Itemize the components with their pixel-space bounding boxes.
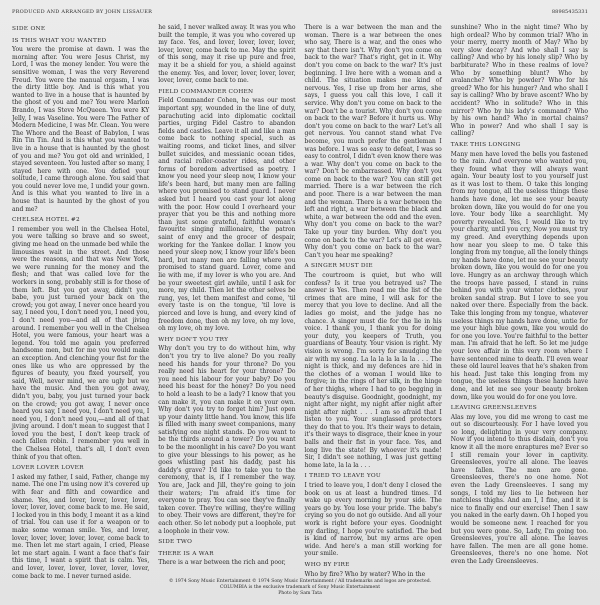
copyright-line: © 1974 Sony Music Entertainment © 1974 Sony Music Entertainment / All trademarks and logos are protected. <box>168 579 432 584</box>
song-block <box>158 551 295 567</box>
photo-credit: Photo by Sam Tata <box>278 591 322 596</box>
song-block <box>451 24 588 138</box>
lyrics-column-1 <box>12 24 149 584</box>
song-block <box>158 337 295 535</box>
song-lyrics: Who by fire? Who by water? Who in the <box>304 570 426 578</box>
song-title: FIELD COMMANDER COHEN <box>158 88 254 95</box>
song-block <box>12 217 149 461</box>
song-title: WHY DON'T YOU TRY <box>158 336 229 343</box>
song-block <box>451 405 588 565</box>
song-lyrics: I tried to leave you, I don't deny I closed the book on us at least a hundred times. I'd wake up every morning by your side. The years go by. You lose your pride. The baby's crying so you do not go outside. And all your work is right before your eyes. Goodnight my darling, I hope you're satisfied. The bed is kind of narrow, but my arms are open wide. And here's a man still working for your smile. <box>304 482 442 558</box>
song-title: CHELSEA HOTEL #2 <box>12 217 80 224</box>
song-title: LOVER LOVER LOVER <box>12 465 84 472</box>
song-lyrics: You were the promise at dawn. I was the morning after. You were Jesus Christ, my Lord, I was the money lender. You were the sensitive woman, I was the very Reverend Freud. You were the manual orgasm, I was the dirty little boy. And is this what you wanted to live in a house that is haunted by the ghost of you and me? You were Marlon Brando, I was Steve McQueen. You were KY Jelly, I was Vaseline. You were The Father of Modern Medicine, I was Mr. Clean. You were The Whore and the Beast of Babylon, I was Rin Tin Tin. And is this what you wanted to live in a house that is haunted by the ghost of you and me? You got old and wrinkled, I stayed seventeen. You lusted after so many, I stayed here with one. You defied your solitude, I came through alone. You said that you could never love me, I undid your gown. And is this what you wanted to live in a house that is haunted by the ghost of you and me? <box>12 46 150 213</box>
song-lyrics: Many men have loved the bells you fastened to the rain. And everyone who wanted you, they found what they will always want again. Your beauty lost to you yourself just as it was lost to them. O take this longing from my tongue, all the useless things these hands have done, let me see your beauty broken down, like you would do for one you love. Your body like a searchlight. My poverty revealed. Yes, I would like to try your charity, until you cry, Now you must try my greed. And everything depends upon how near you sleep to me. O take this longing from my tongue, all the lonely things my hands have done, let me see your beauty broken down, like you would do for one you love. Hungry as an archway through which the troops have passed, I stand in ruins behind you with your winter clothes, your broken sandal strap. But I love to see you naked over there. Especially from the back. Take this longing from my tongue, whatever useless things my hands have done, untie for me your high blue gown, like you would do for one you love. You're faithful to the better man. I'm afraid that he left. So let me judge your love affair in this very room where I have sentenced mine to death. I'll even wear these old laurel leaves that he's shaken from his head. Just take this longing from my tongue, the useless things these hands have done, and let me see your beauty broken down, like you would do for one you love. <box>450 150 588 401</box>
production-credit: PRODUCED AND ARRANGED BY JOHN LISSAUER <box>12 9 153 15</box>
song-block <box>158 24 295 85</box>
song-lyrics: he said, I never walked away. It was you who built the temple, it was you who covered up my face. Yes, and lover, lover, lover, lover, lover, lover, come back to me. May the spirit of this song, may it rise up pure and free, may it be a shield for you, a shield against the enemy. Yes, and lover, lover, lover, lover, lover, lover, come back to me. <box>158 24 296 85</box>
song-block <box>305 24 442 259</box>
catalog-number: 88985435331 <box>551 9 588 15</box>
song-lyrics: There is a war between the man and the woman. There is a war between the ones who say, There is a war, and the ones who say that there isn't. Why don't you come on back to the war? That's right, get in it. Why don't you come on back to the war? It's just beginning. I live here with a woman and a child. The situation makes me kind of nervous. Yes, I rise up from her arms, she says, I guess you call this love, I call it service. Why don't you come on back to the war? Don't be a tourist. Why don't you come on back to the war? Before it hurts us. Why don't you come on back to the war? Let's all get nervous. You cannot stand what I've become, you much prefer the gentleman I was before. I was so easy to defeat, I was so easy to control, I didn't even know there was a war. Why don't you come on back to the war? Don't be embarrassed. Why don't you come on back to the war? You can still get married. There is a war between the rich and poor. There is a war between the man and the woman. There is a war between the left and right, a war between the black and white, a war between the odd and the even. Why don't you come on back to the war? Take up your tiny burden. Why don't you come on back to the war? Let's all get even. Why don't you come on back to the war? Can't you hear me speaking? <box>304 24 442 259</box>
song-block <box>12 38 149 214</box>
trademark-line: COLUMBIA is the exclusive trademark of Sony Music Entertainment <box>219 585 381 590</box>
song-lyrics: I remember you well in the Chelsea Hotel, you were talking so brave and so sweet, giving me head on the unmade bed while the limousines wait in the street. And those were the reasons, and that was New York, we were running for the money and the flesh; and that was called love for the workers in song, probably still is for those of them left. But you got away, didn't you, babe, you just turned your back on the crowd; you got away, I never once heard you say, I need you, I don't need you, I need you, I don't need you—and all of that jiving around. I remember you well in the Chelsea Hotel, you were famous, your heart was a legend. You told me again you preferred handsome men, but for me you would make an exception. And clenching your fist for the ones like us who are oppressed by the figures of beauty, you fixed yourself, you said, Well, never mind, we are ugly but we have the music. And then you got away, didn't you, baby, you just turned your back on the crowd; you got away, I never once heard you say, I need you, I don't need you, I need you, I don't need you,—and all of that jiving around. I don't mean to suggest that I loved you the best, I don't keep track of each fallen robin. I remember you well in the Chelsea Hotel, that's all, I don't even think of you that often. <box>12 225 150 461</box>
top-bar <box>12 9 588 17</box>
song-block <box>305 263 442 469</box>
song-title: A SINGER MUST DIE <box>304 263 373 270</box>
song-title: WHO BY FIRE <box>304 561 350 568</box>
song-lyrics: Why don't you try to do without him, why don't you try to live alone? Do you really need his hands for your throne? Do you really need his heart for your throne? Do you need his labour for your baby? Do you need his beast for the honey? Do you need to hold a leash to be a lady? I know that you can make it, you can make it on your own. Why don't you try to forget him? Just open up your dainty little hand. You know, this life is filled with many sweet companions, many satisfying one night stands. Do you want to be the thirds around a tower? Do you want to be the moonlight in his cave? Do you want to give your blessings to his power, as he goes whistling past his daddy, past his daddy's grave? I'd like to take you to the ceremony, that is, if I remember the way. You are, Jack and Jill, they're going to join their waters; I'm afraid it's time for everyone to pray. You can see they've finally taken cover. They're willing, they're willing to obey. Their vows are different, they're for each other. So let nobody put a loophole, put a loophole in their vow. <box>158 345 296 535</box>
song-lyrics: sunshine? Who in the night time? Who by high ordeal? Who by common trial? Who in your merry, merry month of May? Who by very slow decay? And who shall I say is calling? And who by his lonely slip? Who by barbiturate? Who in these realms of love? Who by something blunt? Who by avalanche? Who by powder? Who for his greed? Who for his hunger? And who shall I say is calling? Who by brave ascent? Who by accident? Who in solitude? Who in this mirror? Who by his lady's command? Who by his own hand? Who in mortal chains? Who in power? And who shall I say is calling? <box>450 24 588 138</box>
lyrics-column-3 <box>305 24 442 584</box>
song-block <box>305 562 442 578</box>
song-title: LEAVING GREENSLEEVES <box>450 405 537 412</box>
lyrics-column-2 <box>158 24 295 584</box>
song-lyrics: The courtroom is quiet, but who will confess? Is it true you betrayed us? The answer is Yes. Then read me the list of the crimes that are mine, I will ask for the mercy that you love to decline. And all the ladies go moist, and the judge has no chance. A singer must die for the lie in his voice. I thank you, I thank you for doing your duty, you keepers of Truth, you guardians of Beauty. Your vision is right. My vision is wrong. I'm sorry for smudging the air with my song. La la la la la la la . . . The night is thick, and my defences are hid in the clothes of a woman I would like to forgive; in the rings of her silk, in the hinge of her thighs, where I had to go begging in beauty's disguise. Goodnight, goodnight, my night after night, my night after night after night after night . . . I am so afraid that I listen to you. Your sunglassed protectors they do that to you. It's their ways to detain, it's their ways to disgrace, their knee in your balls and their fist in your face. Yes, and long live the state! By whoever it's made! Sir, I didn't see nothing, I was just getting home late, la la la . . . <box>304 272 442 469</box>
song-block <box>158 89 295 333</box>
song-lyrics: Alas my love, you did me wrong to cast me out so discourteously. For I have loved you so long, delighting in your very company. Now if you intend to thus disdain, don't you know it all the more enraptures me? Ever so I still remain your lover in captivity. Greensleeves, you're all alone. The leaves have fallen. The men are gone. Greensleeves, there's no one home. Not even the Lady Greensleeves. I sang my songs, I told my lies to lie between her matchless thighs. And am I, I fine, and it is nice to finally end our exercise! Then I saw you naked in the early dawn. Oh I hoped you would be someone new. I reached for you but you were gone. So, Lady, I'm going too. Greensleeves, you're all alone. The leaves have fallen. The men are all gone home. Greensleeves, there's no one home. Not even the Lady Greensleeves. <box>450 413 588 565</box>
song-block <box>451 142 588 401</box>
song-block <box>12 465 149 580</box>
song-lyrics: Field Commander Cohen, he was our most important spy, wounded in the line of duty, parachuting acid into diplomatic cocktail parties, urging Fidel Castro to abandon fields and castles. Leave it all and like a man come back to nothing special, such as waiting rooms, and ticket lines, and silver bullet suicides, and messianic ocean tides, and racial roller-coaster rides, and other forms of boredom advertised as poetry. I know you need your sleep now, I know your life's been hard, but many men are falling where you promised to stand guard. I never asked but I heard you cast your lot along with the poor. How could I overheard your prayer that you be this and nothing more than just some grateful, faithful woman's favourite singing millionaire, the patron saint of envy and the grocer of despair, working for the Yankee dollar. I know you need your sleep now, I know your life's been hard, but many men are falling where you promised to stand guard. Lover, come and lie with me, if my lover is who you are. And be your sweetest girl awhile, until I ask for more, my child. Then let the other selves be rung, yes, let them manifest and come, 'til every taste is on the tongue, 'til love is pierced and love is hung, and every kind of freedom done, then oh my love, oh my love, oh my love, oh my love. <box>158 97 296 333</box>
song-block <box>305 473 442 558</box>
lyrics-column-4 <box>451 24 588 584</box>
side-label: SIDE ONE <box>12 26 46 32</box>
song-lyrics: There is a war between the rich and poor, <box>158 559 286 567</box>
song-title: TAKE THIS LONGING <box>450 141 521 148</box>
lyrics-columns <box>12 24 588 580</box>
song-title: THERE IS A WAR <box>158 550 214 557</box>
song-lyrics: I asked my father, I said, Father, change my name. The one I'm using now it's covered up with fear and filth and cowardice and shame. Yes, and lover, lover, lover, lover, lover, lover, lover, come back to me. He said, I locked you in this body, I meant it as a kind of trial. You can use it for a weapon or to make some woman smile. Yes, and lover, lover, lover, lover, lover, lover, come back to me. Then let me start again, I cried, Please let me start again. I want a face that's fair this time, I want a spirit that is calm. Yes, and lover, lover, lover, lover, lover, lover, come back to me. I never turned aside. <box>12 473 150 580</box>
footer <box>0 579 600 597</box>
song-title: I TRIED TO LEAVE YOU <box>304 473 382 480</box>
side-label: SIDE TWO <box>158 539 193 546</box>
song-title: IS THIS WHAT YOU WANTED <box>12 37 107 44</box>
